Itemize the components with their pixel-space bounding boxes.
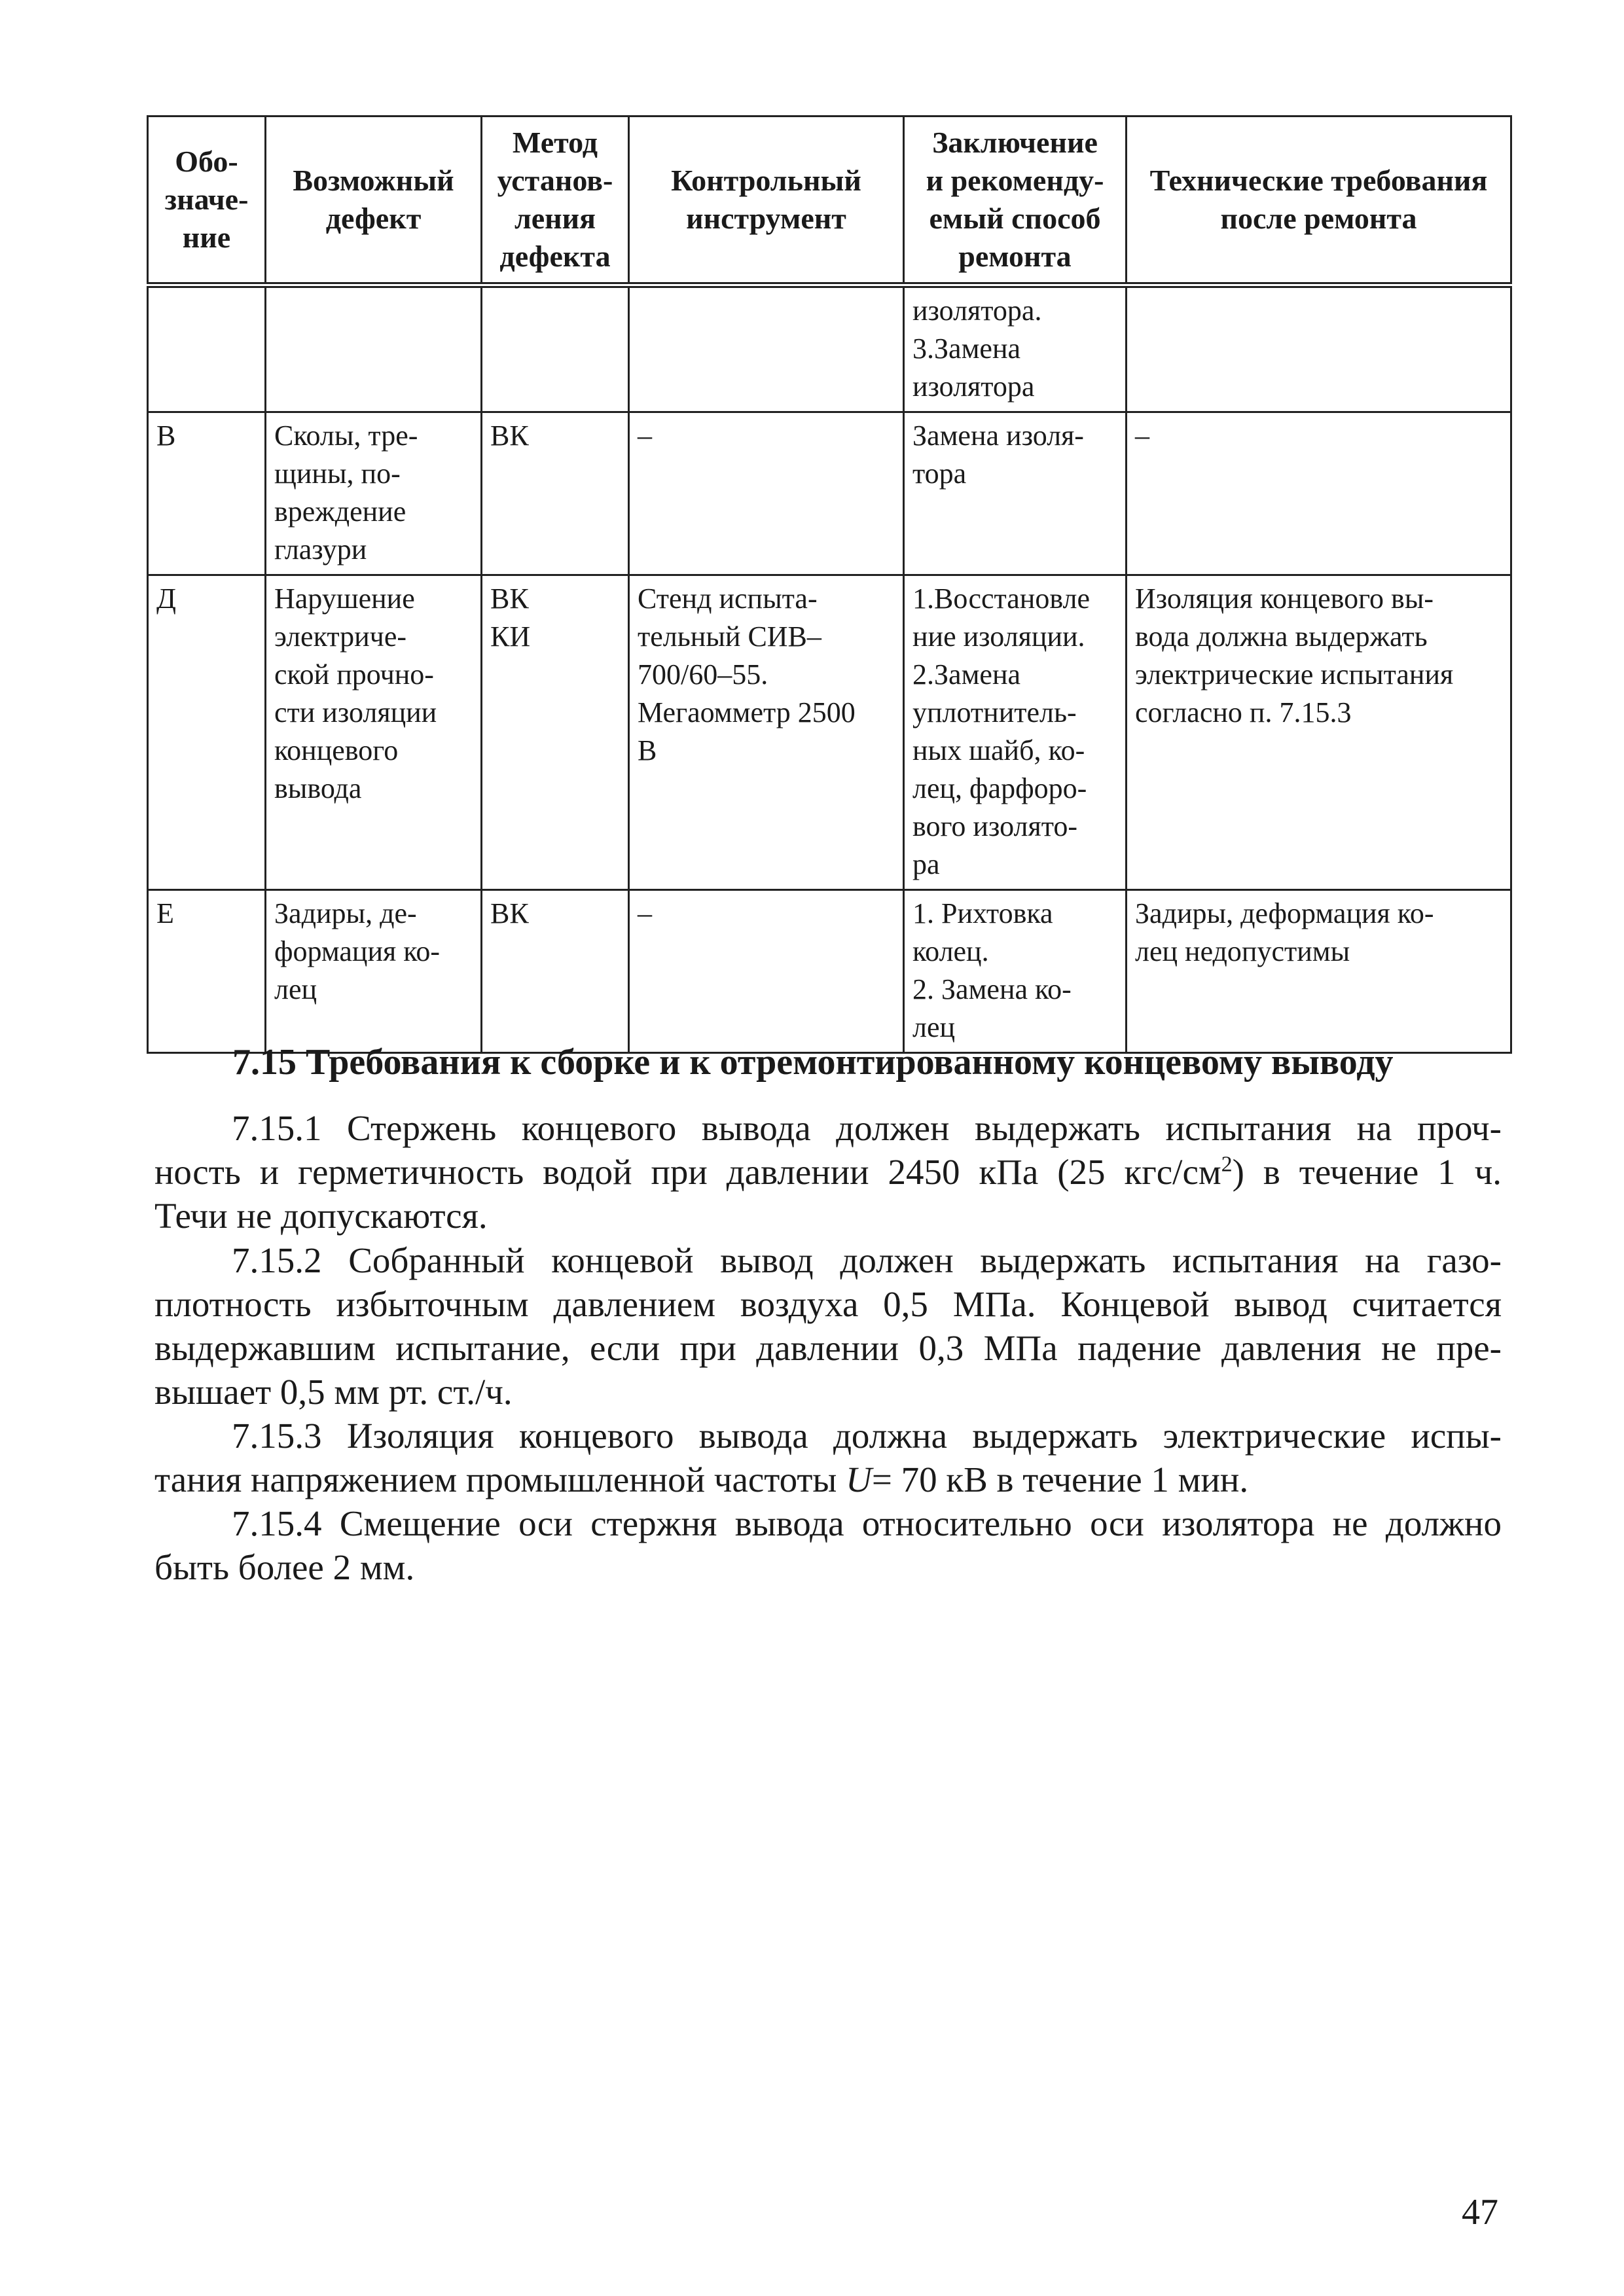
paragraph-line: быть более 2 мм.: [154, 1547, 415, 1587]
table-cell: Изоляция концевого вы- вода должна выдержать электрические испытания согласно п. 7.15.3: [1127, 575, 1511, 890]
header-detection-method: Метод установ- ления дефекта: [482, 117, 629, 285]
paragraph-7-15-3: [154, 1414, 1502, 1501]
table-cell: [1127, 285, 1511, 412]
section-heading: 7.15 Требования к сборке и к отремонтированному концевому выводу: [232, 1042, 1394, 1083]
table-cell: [482, 285, 629, 412]
paragraph-7-15-1: [154, 1106, 1502, 1238]
paragraph-line: Течи не допускаются.: [154, 1196, 488, 1236]
table-cell: Нарушение электриче- ской прочно- сти изоляции концевого вывода: [266, 575, 482, 890]
table-cell: Замена изоля- тора: [904, 412, 1127, 575]
header-conclusion-repair: Заключение и рекоменду- емый способ ремонта: [904, 117, 1127, 285]
superscript: 2: [1221, 1152, 1233, 1177]
paragraph-line: вышает 0,5 мм рт. ст./ч.: [154, 1372, 513, 1412]
table-cell: изолятора. 3.Замена изолятора: [904, 285, 1127, 412]
paragraph-line: 7.15.1 Стержень концевого вывода должен выдержать испытания на проч-: [232, 1108, 1502, 1148]
paragraph-text: ) в течение 1 ч.: [1232, 1152, 1502, 1192]
table-row: [148, 285, 1511, 412]
paragraph-text: = 70 кВ в течение 1 мин.: [871, 1460, 1249, 1499]
paragraph-text: тания напряжением промышленной частоты: [154, 1460, 846, 1499]
table-cell: –: [629, 890, 904, 1053]
table-cell: В: [148, 412, 266, 575]
header-designation: Обо- значе- ние: [148, 117, 266, 285]
paragraph-line: 7.15.4 Смещение оси стержня вывода относительно оси изолятора не должно: [232, 1503, 1502, 1543]
table-cell: [148, 285, 266, 412]
paragraph-7-15-2: [154, 1238, 1502, 1414]
table-cell: [629, 285, 904, 412]
paragraph-text: ность и герметичность водой при давлении 2450 кПа (25 кгс/см: [154, 1152, 1221, 1192]
table-cell: 1. Рихтовка колец. 2. Замена ко- лец: [904, 890, 1127, 1053]
paragraph-line: выдержавшим испытание, если при давлении 0,3 МПа падение давления не пре-: [154, 1328, 1502, 1368]
defect-table: [147, 115, 1512, 1054]
table-cell: Е: [148, 890, 266, 1053]
paragraph-line: 7.15.3 Изоляция концевого вывода должна выдержать электрические испы-: [232, 1416, 1502, 1456]
table-cell: –: [1127, 412, 1511, 575]
table-cell: [266, 285, 482, 412]
table-cell: Задиры, деформация ко- лец недопустимы: [1127, 890, 1511, 1053]
table-header-row: [148, 117, 1511, 285]
table-row: [148, 575, 1511, 890]
table-cell: ВК: [482, 890, 629, 1053]
header-possible-defect: Возможный дефект: [266, 117, 482, 285]
paragraph-line: 7.15.2 Собранный концевой вывод должен выдержать испытания на газо-: [232, 1240, 1502, 1280]
paragraph-line: [154, 1150, 1502, 1194]
table-row: [148, 412, 1511, 575]
paragraph-line: плотность избыточным давлением воздуха 0,5 МПа. Концевой вывод считается: [154, 1284, 1502, 1324]
table-cell: –: [629, 412, 904, 575]
voltage-variable: U: [846, 1460, 872, 1499]
paragraph-line: [154, 1458, 1502, 1501]
paragraph-7-15-4: [154, 1501, 1502, 1589]
table-cell: Сколы, тре- щины, по- вреждение глазури: [266, 412, 482, 575]
table-cell: Д: [148, 575, 266, 890]
table-cell: Стенд испыта- тельный СИВ– 700/60–55. Мегаомметр 2500 В: [629, 575, 904, 890]
table-cell: ВК КИ: [482, 575, 629, 890]
page-number: 47: [1462, 2192, 1498, 2233]
table-cell: 1.Восстановле ние изоляции. 2.Замена уплотнитель- ных шайб, ко- лец, фарфоро- вого изолято- ра: [904, 575, 1127, 890]
table-cell: ВК: [482, 412, 629, 575]
table-row: [148, 890, 1511, 1053]
table-cell: Задиры, де- формация ко- лец: [266, 890, 482, 1053]
header-technical-requirements: Технические требования после ремонта: [1127, 117, 1511, 285]
header-control-instrument: Контрольный инструмент: [629, 117, 904, 285]
